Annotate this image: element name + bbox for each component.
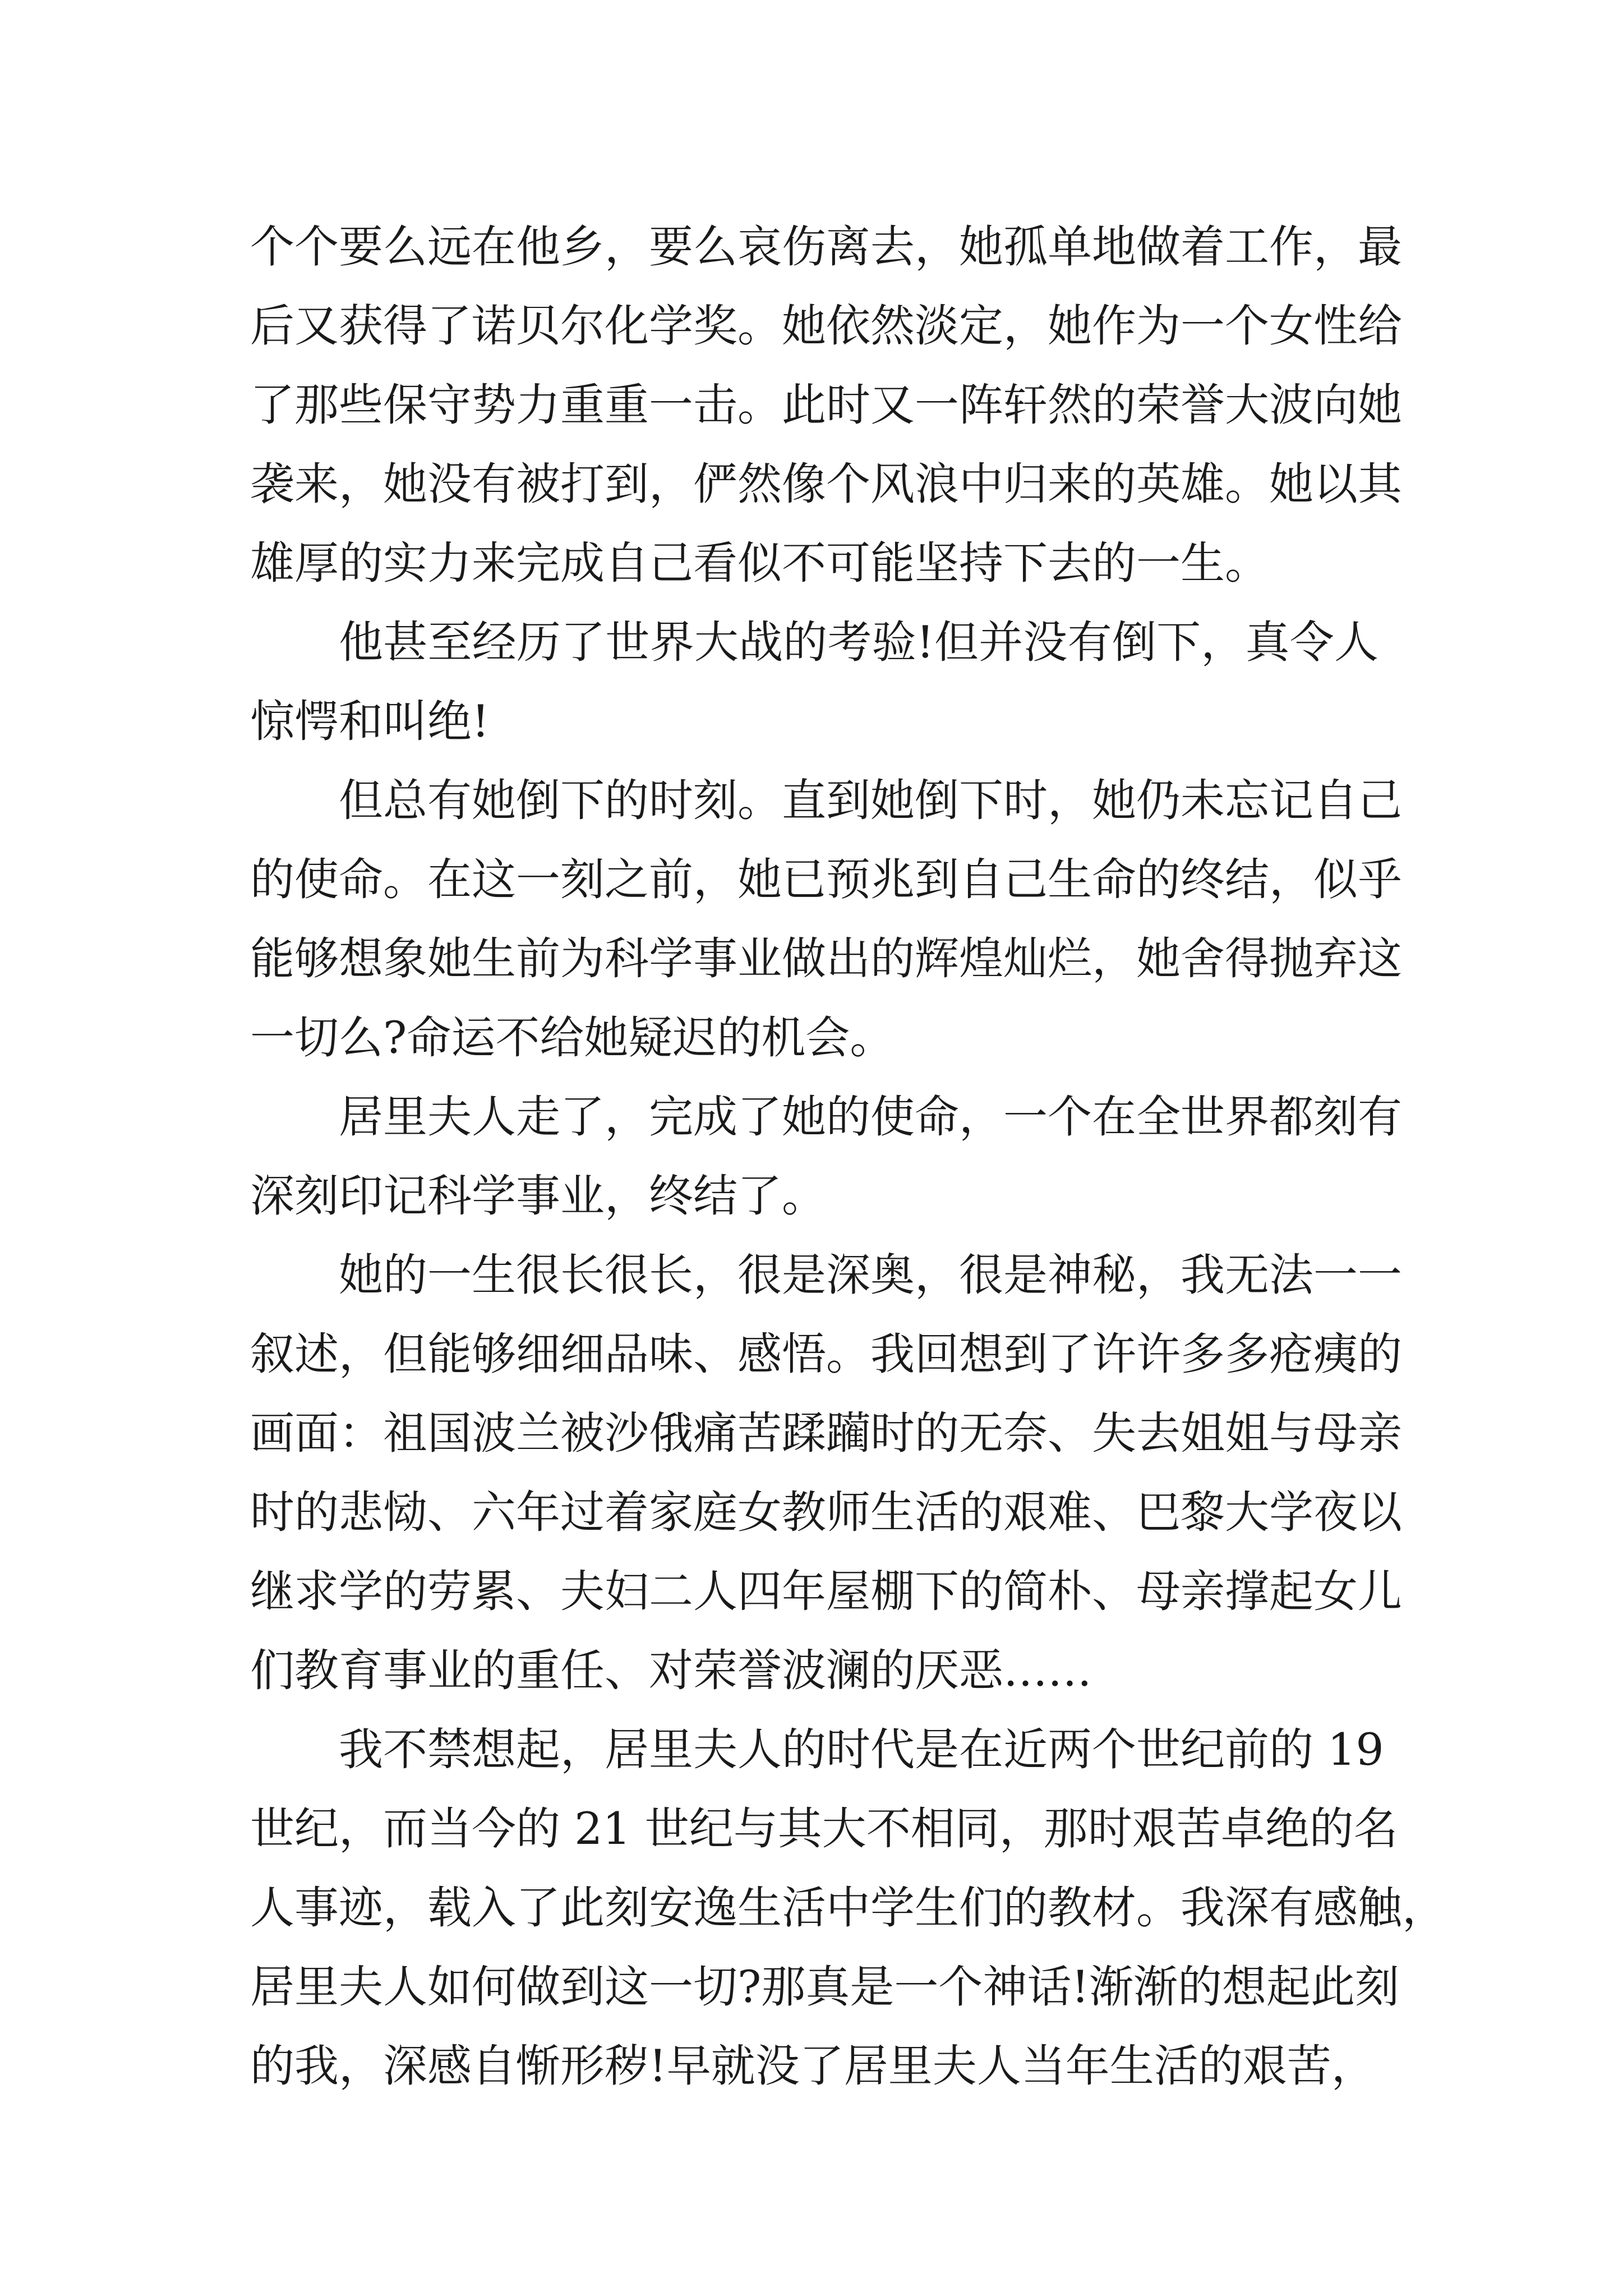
text-line: 她的一生很长很长，很是深奥，很是神秘，我无法一一	[339, 1249, 1402, 1301]
text-line: 袭来，她没有被打到，俨然像个风浪中归来的英雄。她以其	[250, 458, 1402, 510]
paragraph	[250, 1710, 1446, 2106]
body-text	[250, 208, 1446, 2106]
text-line: 雄厚的实力来完成自己看似不可能坚持下去的一生。	[250, 537, 1269, 589]
text-line: 画面：祖国波兰被沙俄痛苦蹂躏时的无奈、失去姐姐与母亲	[250, 1407, 1402, 1459]
paragraph	[250, 603, 1378, 761]
paragraph	[250, 208, 1402, 603]
text-line: 他甚至经历了世界大战的考验!但并没有倒下，真令人	[339, 616, 1378, 668]
text-line: 们教育事业的重任、对荣誉波澜的厌恶……	[250, 1645, 1092, 1696]
text-line: 深刻印记科学事业，终结了。	[250, 1170, 826, 1222]
text-line: 时的悲恸、六年过着家庭女教师生活的艰难、巴黎大学夜以	[250, 1487, 1402, 1538]
text-line: 一切么?命运不给她疑迟的机会。	[250, 1012, 895, 1064]
text-line: 惊愕和叫绝!	[250, 696, 490, 747]
text-line: 居里夫人走了，完成了她的使命，一个在全世界都刻有	[339, 1091, 1402, 1143]
text-line: 人事迹，载入了此刻安逸生活中学生们的教材。我深有感触，	[250, 1882, 1446, 1934]
text-line: 了那些保守势力重重一击。此时又一阵轩然的荣誉大波向她	[250, 379, 1402, 431]
text-line: 后又获得了诺贝尔化学奖。她依然淡定，她作为一个女性给	[250, 300, 1402, 352]
text-line: 个个要么远在他乡，要么哀伤离去，她孤单地做着工作，最	[250, 221, 1402, 273]
text-line: 居里夫人如何做到这一切?那真是一个神话!渐渐的想起此刻	[250, 1961, 1400, 2013]
text-line: 的我，深感自惭形秽!早就没了居里夫人当年生活的艰苦，	[250, 2040, 1376, 2092]
text-line: 我不禁想起，居里夫人的时代是在近两个世纪前的 19	[339, 1724, 1384, 1775]
paragraph	[250, 761, 1402, 1078]
text-line: 世纪，而当今的 21 世纪与其大不相同，那时艰苦卓绝的名	[250, 1803, 1398, 1855]
text-line: 能够想象她生前为科学事业做出的辉煌灿烂，她舍得抛弃这	[250, 933, 1402, 984]
paragraph	[250, 1236, 1402, 1710]
text-line: 的使命。在这一刻之前，她已预兆到自己生命的终结，似乎	[250, 854, 1402, 905]
text-line: 但总有她倒下的时刻。直到她倒下时，她仍未忘记自己	[339, 775, 1402, 826]
paragraph	[250, 1078, 1402, 1236]
text-line: 继求学的劳累、夫妇二人四年屋棚下的简朴、母亲撑起女儿	[250, 1566, 1402, 1617]
text-line: 叙述，但能够细细品味、感悟。我回想到了许许多多疮痍的	[250, 1328, 1402, 1380]
